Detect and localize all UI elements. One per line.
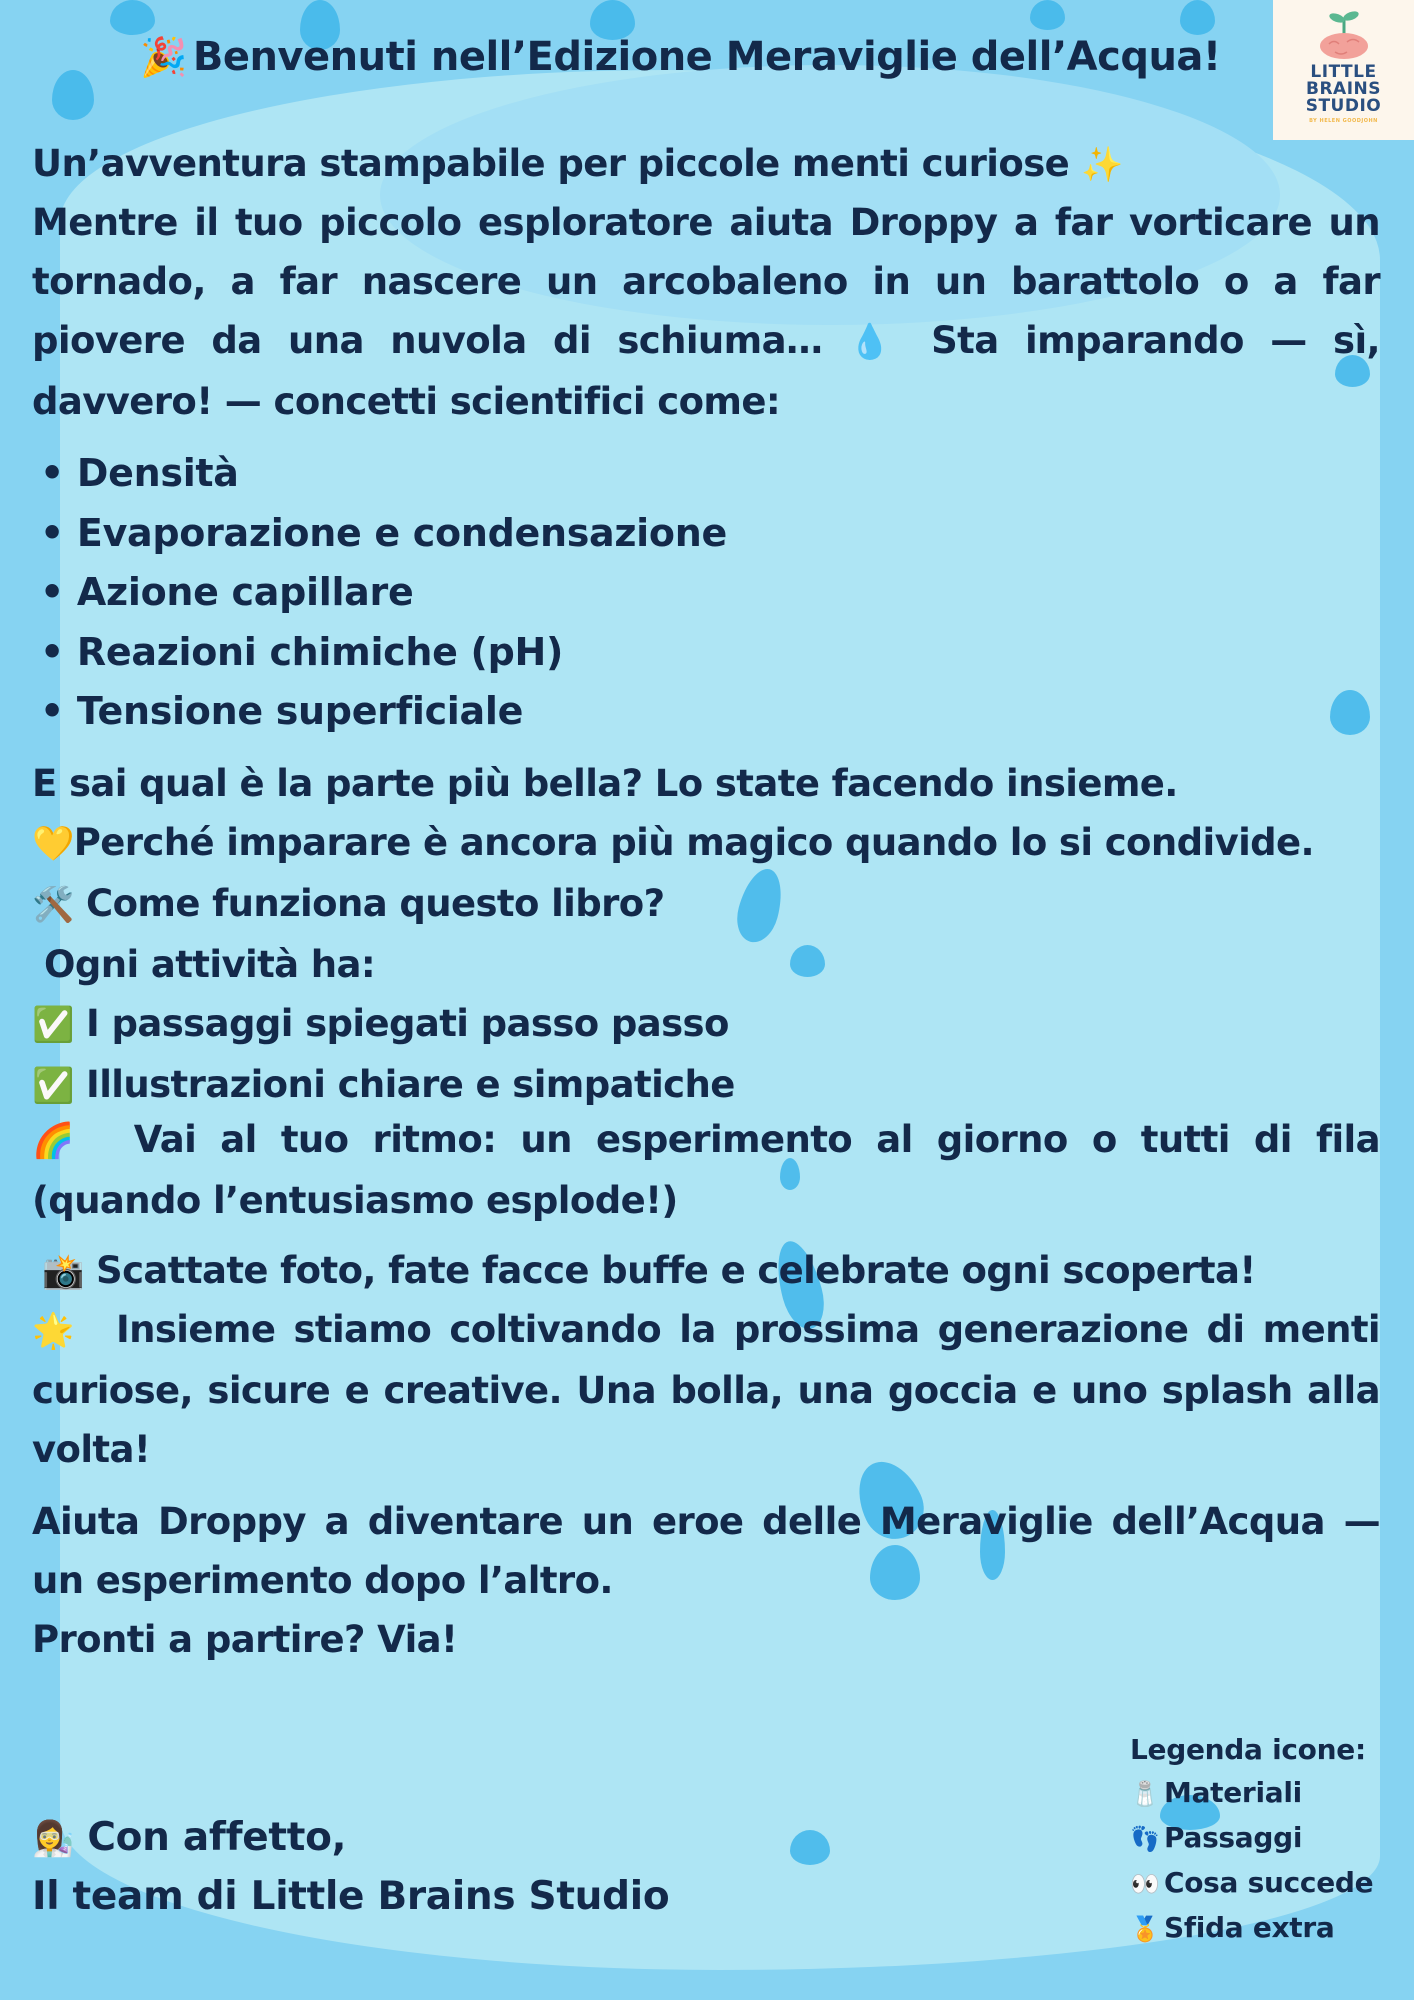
water-drop	[1330, 690, 1370, 735]
feature-item	[32, 994, 1380, 1055]
concept-label: Evaporazione e condensazione	[76, 510, 727, 555]
celebrate-line	[32, 1241, 1390, 1302]
logo-line-3: STUDIO	[1305, 96, 1382, 116]
logo-byline: BY HELEN GOODJOHN	[1309, 118, 1378, 124]
legend-label: Materiali	[1164, 1776, 1302, 1809]
mission-paragraph	[32, 1300, 1380, 1479]
signature	[32, 1809, 669, 1926]
concept-label: Azione capillare	[76, 570, 414, 614]
party-popper-icon: 🎉	[140, 35, 187, 79]
legend-item	[1130, 1906, 1373, 1951]
glowing-star-icon: 🌟	[32, 1311, 80, 1351]
legend-label: Passaggi	[1164, 1821, 1303, 1854]
subtitle-text: Un’avventura stampabile per piccole menti curiose	[32, 142, 1070, 185]
together-line-2	[32, 813, 1380, 874]
legend-item	[1130, 1771, 1373, 1816]
logo-line-2: BRAINS	[1305, 79, 1381, 99]
hammer-wrench-icon: 🛠️	[32, 885, 74, 925]
activities-intro-text: Ogni attività ha:	[44, 943, 376, 986]
salt-shaker-icon: 🧂	[1130, 1780, 1160, 1808]
check-mark-icon: ✅	[32, 1066, 74, 1106]
medal-icon: 🏅	[1130, 1915, 1160, 1943]
list-item: • Densità	[40, 451, 239, 495]
legend-item	[1130, 1816, 1373, 1861]
together-line-1: E sai qual è la parte più bella? Lo state facendo insieme.	[32, 762, 1178, 805]
legend-label: Cosa succede	[1164, 1866, 1374, 1899]
feature-label: Illustrazioni chiare e simpatiche	[86, 1063, 735, 1106]
water-drop	[110, 0, 155, 35]
list-item: • Azione capillare	[40, 570, 414, 614]
feature-label: I passaggi spiegati passo passo	[86, 1002, 729, 1045]
page-title	[140, 34, 1221, 80]
concept-label: Reazioni chimiche (pH)	[76, 629, 564, 674]
together-line-2-text: Perché imparare è ancora più magico quando lo si condivide.	[73, 821, 1315, 864]
legend-title: Legenda icone:	[1130, 1733, 1366, 1766]
water-drop	[790, 1830, 830, 1865]
pace-paragraph	[32, 1110, 1380, 1230]
icon-legend	[1130, 1728, 1373, 1951]
intro-part-1: Mentre il tuo piccolo esploratore aiuta Droppy a far vorticare un tornado, a far nascere un arcobaleno in un barattolo o a far piovere da una nuvola di schiuma…	[32, 201, 1380, 362]
pace-text: Vai al tuo ritmo: un esperimento al giorno o tutti di fila (quando l’entusiasmo esplode!)	[32, 1118, 1380, 1222]
water-drop	[1030, 0, 1065, 30]
rainbow-icon: 🌈	[32, 1121, 86, 1161]
heading-text: Come funziona questo libro?	[86, 882, 665, 925]
mission-text: Insieme stiamo coltivando la prossima generazione di menti curiose, sicure e creative. Una bolla, una goccia e uno splash alla volta!	[32, 1308, 1380, 1471]
concept-label: Tensione superficiale	[76, 689, 524, 733]
logo-line-1: LITTLE	[1310, 62, 1377, 82]
legend-item	[1130, 1861, 1373, 1906]
intro-subtitle	[32, 134, 1380, 195]
together-section	[32, 754, 1380, 1116]
eyes-icon: 👀	[1130, 1870, 1160, 1898]
celebrate-text: Scattate foto, fate facce buffe e celebrate ogni scoperta!	[96, 1249, 1256, 1292]
closing-line-2: Pronti a partire? Via!	[32, 1618, 458, 1661]
intro-part-2: Sta imparando — sì, davvero! — concetti scientifici come:	[32, 319, 1380, 423]
concepts-list	[40, 444, 727, 742]
closing-section	[32, 1492, 1380, 1669]
legend-label: Sfida extra	[1164, 1911, 1335, 1944]
list-item: • Tensione superficiale	[40, 689, 524, 733]
check-mark-icon: ✅	[32, 1005, 74, 1045]
signature-line-2: Il team di Little Brains Studio	[32, 1874, 670, 1919]
logo	[1273, 0, 1414, 140]
activities-intro	[32, 935, 1380, 994]
droplet-icon: 💧	[848, 322, 905, 362]
camera-flash-icon: 📸	[42, 1252, 84, 1292]
sparkles-icon: ✨	[1081, 145, 1124, 185]
water-drop	[1180, 0, 1215, 35]
water-drop	[52, 70, 94, 120]
brain-sprout-icon	[1317, 10, 1371, 60]
yellow-heart-icon: 💛	[32, 824, 74, 864]
list-item: • Evaporazione e condensazione	[40, 510, 727, 555]
signature-greeting: Con affetto,	[87, 1815, 347, 1860]
woman-scientist-icon: 👩‍🔬	[32, 1819, 75, 1859]
footprints-icon: 👣	[1130, 1825, 1160, 1853]
intro-paragraph	[32, 193, 1380, 431]
title-text: Benvenuti nell’Edizione Meraviglie dell’Acqua!	[192, 34, 1221, 80]
signature-line-1	[32, 1809, 669, 1868]
feature-item	[32, 1055, 1380, 1116]
concept-label: Densità	[76, 451, 239, 495]
list-item: • Reazioni chimiche (pH)	[40, 629, 564, 674]
how-it-works-heading	[32, 874, 1380, 935]
closing-line-1: Aiuta Droppy a diventare un eroe delle Meraviglie dell’Acqua — un esperimento dopo l’altro.	[32, 1500, 1380, 1602]
